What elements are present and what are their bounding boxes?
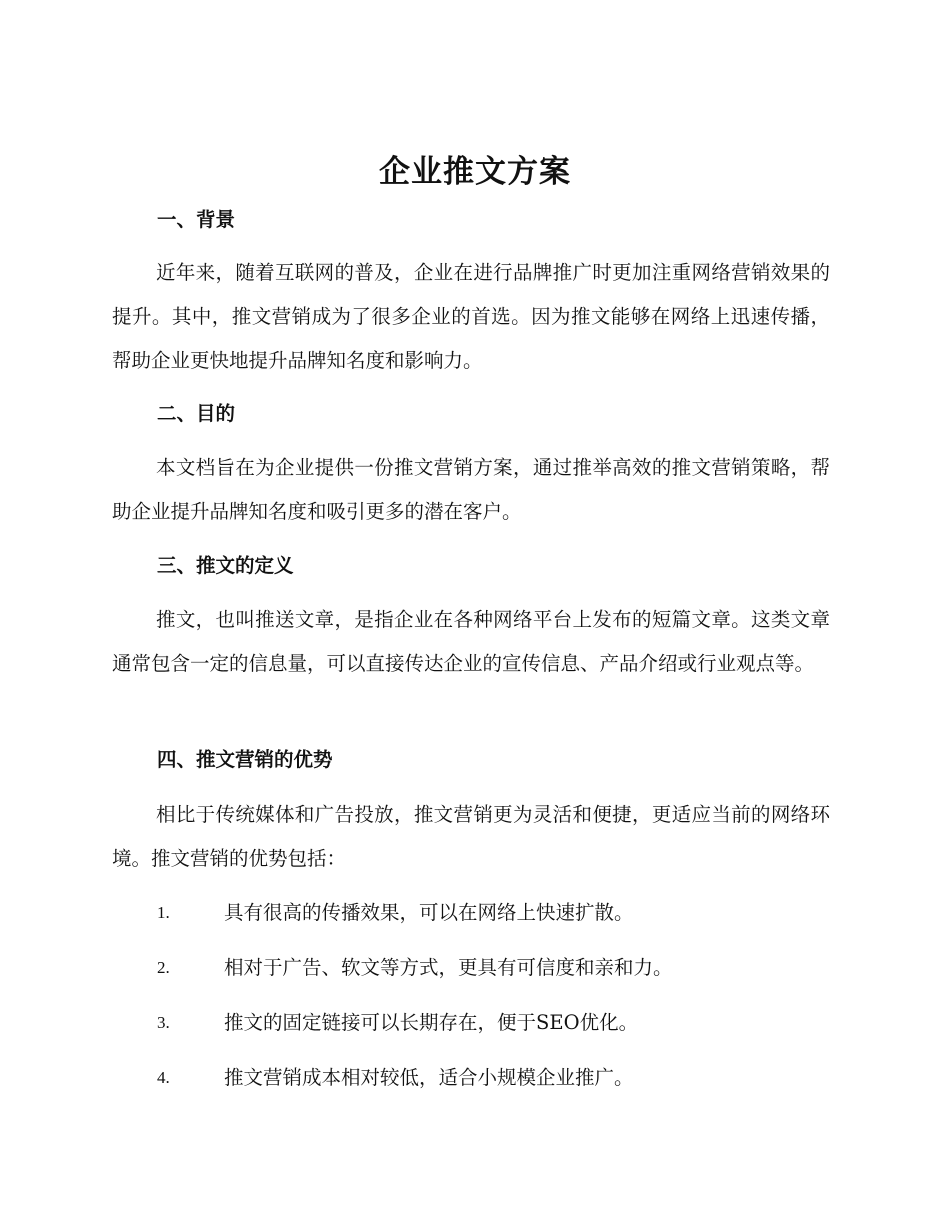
list-item-number: 2. xyxy=(157,958,170,977)
section-heading-background: 一、背景 xyxy=(157,208,236,231)
section-body-definition: 推文，也叫推送文章，是指企业在各种网络平台上发布的短篇文章。这类文章通常包含一定的信息量，可以直接传达企业的宣传信息、产品介绍或行业观点等。 xyxy=(112,608,830,675)
list-item-text: 推文的固定链接可以长期存在，便于SEO优化。 xyxy=(224,1011,639,1034)
section-body-advantages: 相比于传统媒体和广告投放，推文营销更为灵活和便捷，更适应当前的网络环境。推文营销的优势包括： xyxy=(112,803,830,870)
list-item-text: 具有很高的传播效果，可以在网络上快速扩散。 xyxy=(224,901,634,924)
section-heading-purpose: 二、目的 xyxy=(157,402,236,425)
section-heading-advantages: 四、推文营销的优势 xyxy=(157,748,333,771)
list-item-text: 相对于广告、软文等方式，更具有可信度和亲和力。 xyxy=(224,956,673,979)
list-item-number: 3. xyxy=(157,1013,170,1032)
list-item-text: 推文营销成本相对较低，适合小规模企业推广。 xyxy=(224,1066,634,1089)
document-title: 企业推文方案 xyxy=(379,154,571,190)
section-body-background: 近年来，随着互联网的普及，企业在进行品牌推广时更加注重网络营销效果的提升。其中，推文营销成为了很多企业的首选。因为推文能够在网络上迅速传播，帮助企业更快地提升品牌知名度和影响力。 xyxy=(112,261,830,372)
section-heading-definition: 三、推文的定义 xyxy=(157,554,294,577)
section-body-purpose: 本文档旨在为企业提供一份推文营销方案，通过推举高效的推文营销策略，帮助企业提升品牌知名度和吸引更多的潜在客户。 xyxy=(112,456,830,523)
list-item-number: 4. xyxy=(157,1068,170,1087)
list-item-number: 1. xyxy=(157,903,170,922)
